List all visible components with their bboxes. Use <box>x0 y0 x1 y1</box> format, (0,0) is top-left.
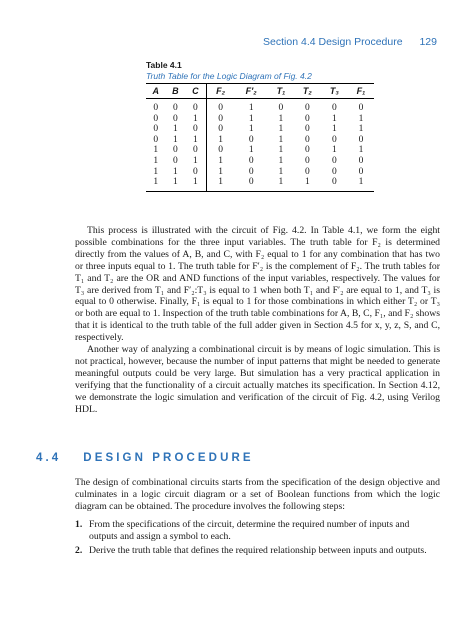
column-header: A <box>146 84 166 99</box>
table-row <box>146 114 374 125</box>
table-cell: 1 <box>206 177 234 191</box>
table-label: Table 4.1 <box>146 60 182 70</box>
table-row <box>146 124 374 135</box>
table-cell: 0 <box>331 155 337 166</box>
column-header: F₁ <box>348 84 374 99</box>
table-cell: 1 <box>278 124 284 135</box>
step-list <box>75 519 440 559</box>
table-cell: 0 <box>248 134 254 145</box>
table-cell: 1 <box>146 177 166 191</box>
table-cell: 1 <box>248 124 254 135</box>
step-text: From the specifications of the circuit, determine the required number of inputs and outputs and assign a symbol to each. <box>89 519 410 542</box>
table-cell: 0 <box>218 124 223 135</box>
running-header <box>0 36 437 48</box>
table-cell: 0 <box>248 155 254 166</box>
table-row <box>146 99 374 114</box>
table-cell: 0 <box>153 134 159 145</box>
table-cell: 0 <box>172 103 178 113</box>
table-cell: 0 <box>358 103 364 113</box>
column-header: T₁ <box>268 84 294 99</box>
table-cell: 0 <box>305 166 310 177</box>
table-cell: 1 <box>278 166 284 177</box>
table-cell: 1 <box>278 145 284 156</box>
table-cell: 1 <box>153 145 159 156</box>
column-header: T₃ <box>321 84 348 99</box>
table-cell: 0 <box>235 177 268 191</box>
table-row <box>146 156 374 167</box>
table-cell: 0 <box>358 134 364 145</box>
table-cell: 1 <box>358 145 364 156</box>
table-cell: 1 <box>268 177 294 191</box>
table-cell: 0 <box>218 113 223 124</box>
table-cell: 0 <box>185 99 206 114</box>
step-number: 2. <box>75 544 83 556</box>
table-cell: 0 <box>305 134 310 145</box>
step-text: Derive the truth table that defines the required relationship between inputs and outputs. <box>89 544 427 556</box>
table-row <box>146 177 374 191</box>
table-cell: 0 <box>172 155 178 166</box>
table-cell: 0 <box>358 166 364 177</box>
table-cell: 0 <box>153 113 159 124</box>
page-number: 129 <box>419 36 437 48</box>
table-cell: 1 <box>278 113 284 124</box>
table-cell: 0 <box>305 103 310 113</box>
table-row <box>146 167 374 178</box>
section-heading <box>36 452 254 464</box>
table-cell: 0 <box>358 155 364 166</box>
table-cell: 1 <box>248 103 254 113</box>
table-title: Truth Table for the Logic Diagram of Fig. 4.2 <box>146 71 312 81</box>
table-cell: 1 <box>358 113 364 124</box>
column-header: C <box>185 84 206 99</box>
table-cell: 0 <box>331 134 337 145</box>
table-cell: 0 <box>248 166 254 177</box>
table-cell: 1 <box>278 155 284 166</box>
section-title: DESIGN PROCEDURE <box>83 452 254 464</box>
column-header: F₂ <box>206 84 234 99</box>
table-row <box>146 145 374 156</box>
table-cell: 1 <box>348 177 374 191</box>
truth-table <box>146 83 374 192</box>
table-cell: 0 <box>153 103 159 113</box>
table-cell: 1 <box>358 124 364 135</box>
table-cell: 1 <box>218 134 223 145</box>
table-cell: 0 <box>185 167 206 178</box>
table-cell: 0 <box>218 145 223 156</box>
table-cell: 1 <box>331 145 337 156</box>
table-cell: 0 <box>218 103 223 113</box>
table-cell: 0 <box>305 113 310 124</box>
table-cell: 1 <box>294 177 321 191</box>
column-header: F′₂ <box>235 84 268 99</box>
table-cell: 1 <box>218 155 223 166</box>
section-body <box>75 477 440 513</box>
table-cell: 1 <box>248 113 254 124</box>
table-cell: 1 <box>331 124 337 135</box>
table-cell: 1 <box>331 113 337 124</box>
list-item <box>75 519 440 543</box>
table-header-row <box>146 84 374 99</box>
table-cell: 1 <box>185 177 206 191</box>
table-cell: 0 <box>185 145 206 156</box>
table-cell: 1 <box>153 166 159 177</box>
table-caption <box>146 60 312 82</box>
table-cell: 1 <box>166 177 186 191</box>
table-cell: 0 <box>172 145 178 156</box>
section-number: 4.4 <box>36 452 62 464</box>
table-cell: 1 <box>185 135 206 146</box>
table-cell: 1 <box>172 134 178 145</box>
table-cell: 1 <box>278 134 284 145</box>
body-text <box>75 225 440 416</box>
table-cell: 1 <box>172 124 178 135</box>
step-number: 1. <box>75 519 83 530</box>
table-cell: 0 <box>331 166 337 177</box>
table-cell: 1 <box>185 156 206 167</box>
table-cell: 0 <box>172 113 178 124</box>
table-cell: 0 <box>305 155 310 166</box>
paragraph: This process is illustrated with the circuit of Fig. 4.2. In Table 4.1, we form the eight possible combinations for the three input variables. The truth table for F₂ is determined directly from the values of A, B, and C, with F₂ equal to 1 for any combination that has two or three inputs equal to 1. The truth table for F′₂ is the complement of F₂. The truth tables for T₁ and T₂ are the OR and AND functions of the input variables, respectively. The values for T₃ are derived from T₁ and F′₂:T₃ is equal to 1 when both T₁ and F′₂ are equal to 1, and T₃ is equal to 0 otherwise. Finally, F₁ is equal to 1 for those combinations in which either T₂ or T₃ or both are equal to 1. Inspection of the truth table combinations for A, B, C, F₁, and F₂ shows that it is identical to the truth table of the full adder given in Section 4.5 for x, y, z, S, and C, respectively. <box>75 225 440 344</box>
table-cell: 1 <box>172 166 178 177</box>
table-cell: 0 <box>278 103 284 113</box>
section-intro: The design of combinational circuits starts from the specification of the design objective and culminates in a logic circuit diagram or a set of Boolean functions from which the logic diagram can be obtained. The procedure involves the following steps: <box>75 477 440 512</box>
table-cell: 1 <box>153 155 159 166</box>
table-cell: 1 <box>185 114 206 125</box>
table-cell: 0 <box>305 124 310 135</box>
list-item <box>75 545 440 557</box>
table-cell: 0 <box>185 124 206 135</box>
table-cell: 0 <box>153 124 159 135</box>
table-cell: 0 <box>331 103 337 113</box>
paragraph: Another way of analyzing a combinational circuit is by means of logic simulation. This is not practical, however, because the number of input patterns that might be needed to generate meaningful outputs could be very large. But simulation has a very practical application in verifying that the functionality of a circuit actually matches its specification. In Section 4.12, we demonstrate the logic simulation and verification of the circuit of Fig. 4.2, using Verilog HDL. <box>75 344 440 415</box>
table-cell: 0 <box>305 145 310 156</box>
table-body <box>146 99 374 192</box>
table-cell: 1 <box>218 166 223 177</box>
table-cell: 0 <box>321 177 348 191</box>
table-cell: 1 <box>248 145 254 156</box>
table-row <box>146 135 374 146</box>
column-header: B <box>166 84 186 99</box>
column-header: T₂ <box>294 84 321 99</box>
header-section-title: Section 4.4 Design Procedure <box>263 36 403 48</box>
